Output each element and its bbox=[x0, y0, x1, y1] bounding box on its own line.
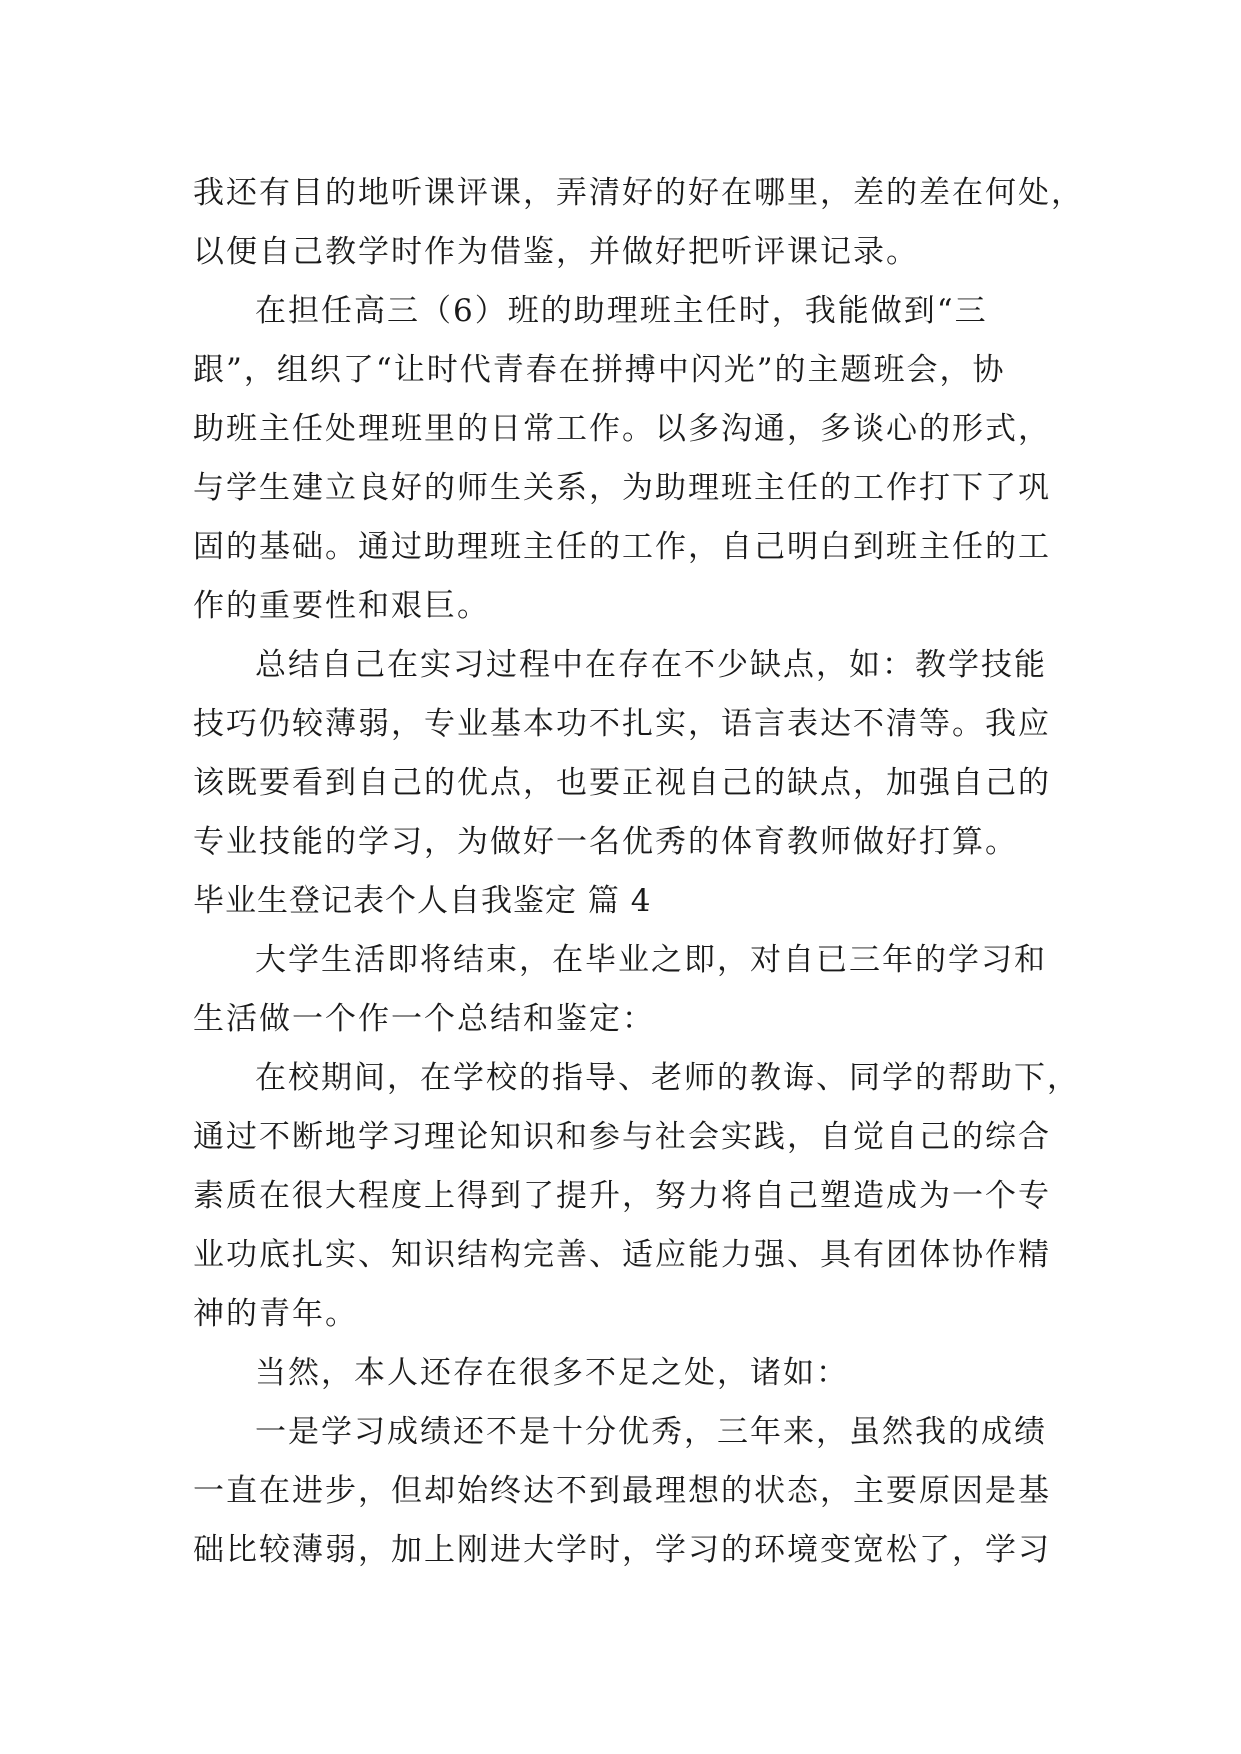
text-line: 素质在很大程度上得到了提升，努力将自己塑造成为一个专 bbox=[193, 1178, 1051, 1214]
document-body bbox=[193, 164, 1084, 1580]
text-line: 神的青年。 bbox=[193, 1296, 358, 1332]
text-line: 础比较薄弱，加上刚进大学时，学习的环境变宽松了，学习 bbox=[193, 1532, 1051, 1568]
text-line: 一直在进步，但却始终达不到最理想的状态，主要原因是基 bbox=[193, 1473, 1051, 1509]
text-line: 与学生建立良好的师生关系，为助理班主任的工作打下了巩 bbox=[193, 470, 1051, 506]
text-line: 以便自己教学时作为借鉴，并做好把听评课记录。 bbox=[193, 234, 919, 270]
text-line: 专业技能的学习，为做好一名优秀的体育教师做好打算。 bbox=[193, 824, 1018, 860]
text-line: 大学生活即将结束，在毕业之即，对自已三年的学习和 bbox=[255, 942, 1047, 978]
text-line: 该既要看到自己的优点，也要正视自己的缺点，加强自己的 bbox=[193, 765, 1051, 801]
text-line: 在校期间，在学校的指导、老师的教诲、同学的帮助下， bbox=[255, 1060, 1080, 1096]
text-line: 助班主任处理班里的日常工作。以多沟通，多谈心的形式， bbox=[193, 411, 1051, 447]
text-line: 业功底扎实、知识结构完善、适应能力强、具有团体协作精 bbox=[193, 1237, 1051, 1273]
text-line: 一是学习成绩还不是十分优秀，三年来，虽然我的成绩 bbox=[255, 1414, 1047, 1450]
text-line: 在担任高三（6）班的助理班主任时，我能做到“三 bbox=[255, 293, 988, 329]
text-line: 作的重要性和艰巨。 bbox=[193, 588, 490, 624]
text-line: 生活做一个作一个总结和鉴定： bbox=[193, 1001, 655, 1037]
text-line: 当然，本人还存在很多不足之处，诸如： bbox=[255, 1355, 849, 1391]
text-line: 总结自己在实习过程中在存在不少缺点，如：教学技能 bbox=[255, 647, 1047, 683]
text-line: 技巧仍较薄弱，专业基本功不扎实，语言表达不清等。我应 bbox=[193, 706, 1051, 742]
text-line: 跟”，组织了“让时代青春在拼搏中闪光”的主题班会，协 bbox=[193, 352, 1006, 388]
text-line: 我还有目的地听课评课，弄清好的好在哪里，差的差在何处， bbox=[193, 175, 1084, 211]
text-line: 通过不断地学习理论知识和参与社会实践，自觉自己的综合 bbox=[193, 1119, 1051, 1155]
section-heading: 毕业生登记表个人自我鉴定 篇 4 bbox=[193, 883, 652, 919]
text-line: 固的基础。通过助理班主任的工作，自己明白到班主任的工 bbox=[193, 529, 1051, 565]
